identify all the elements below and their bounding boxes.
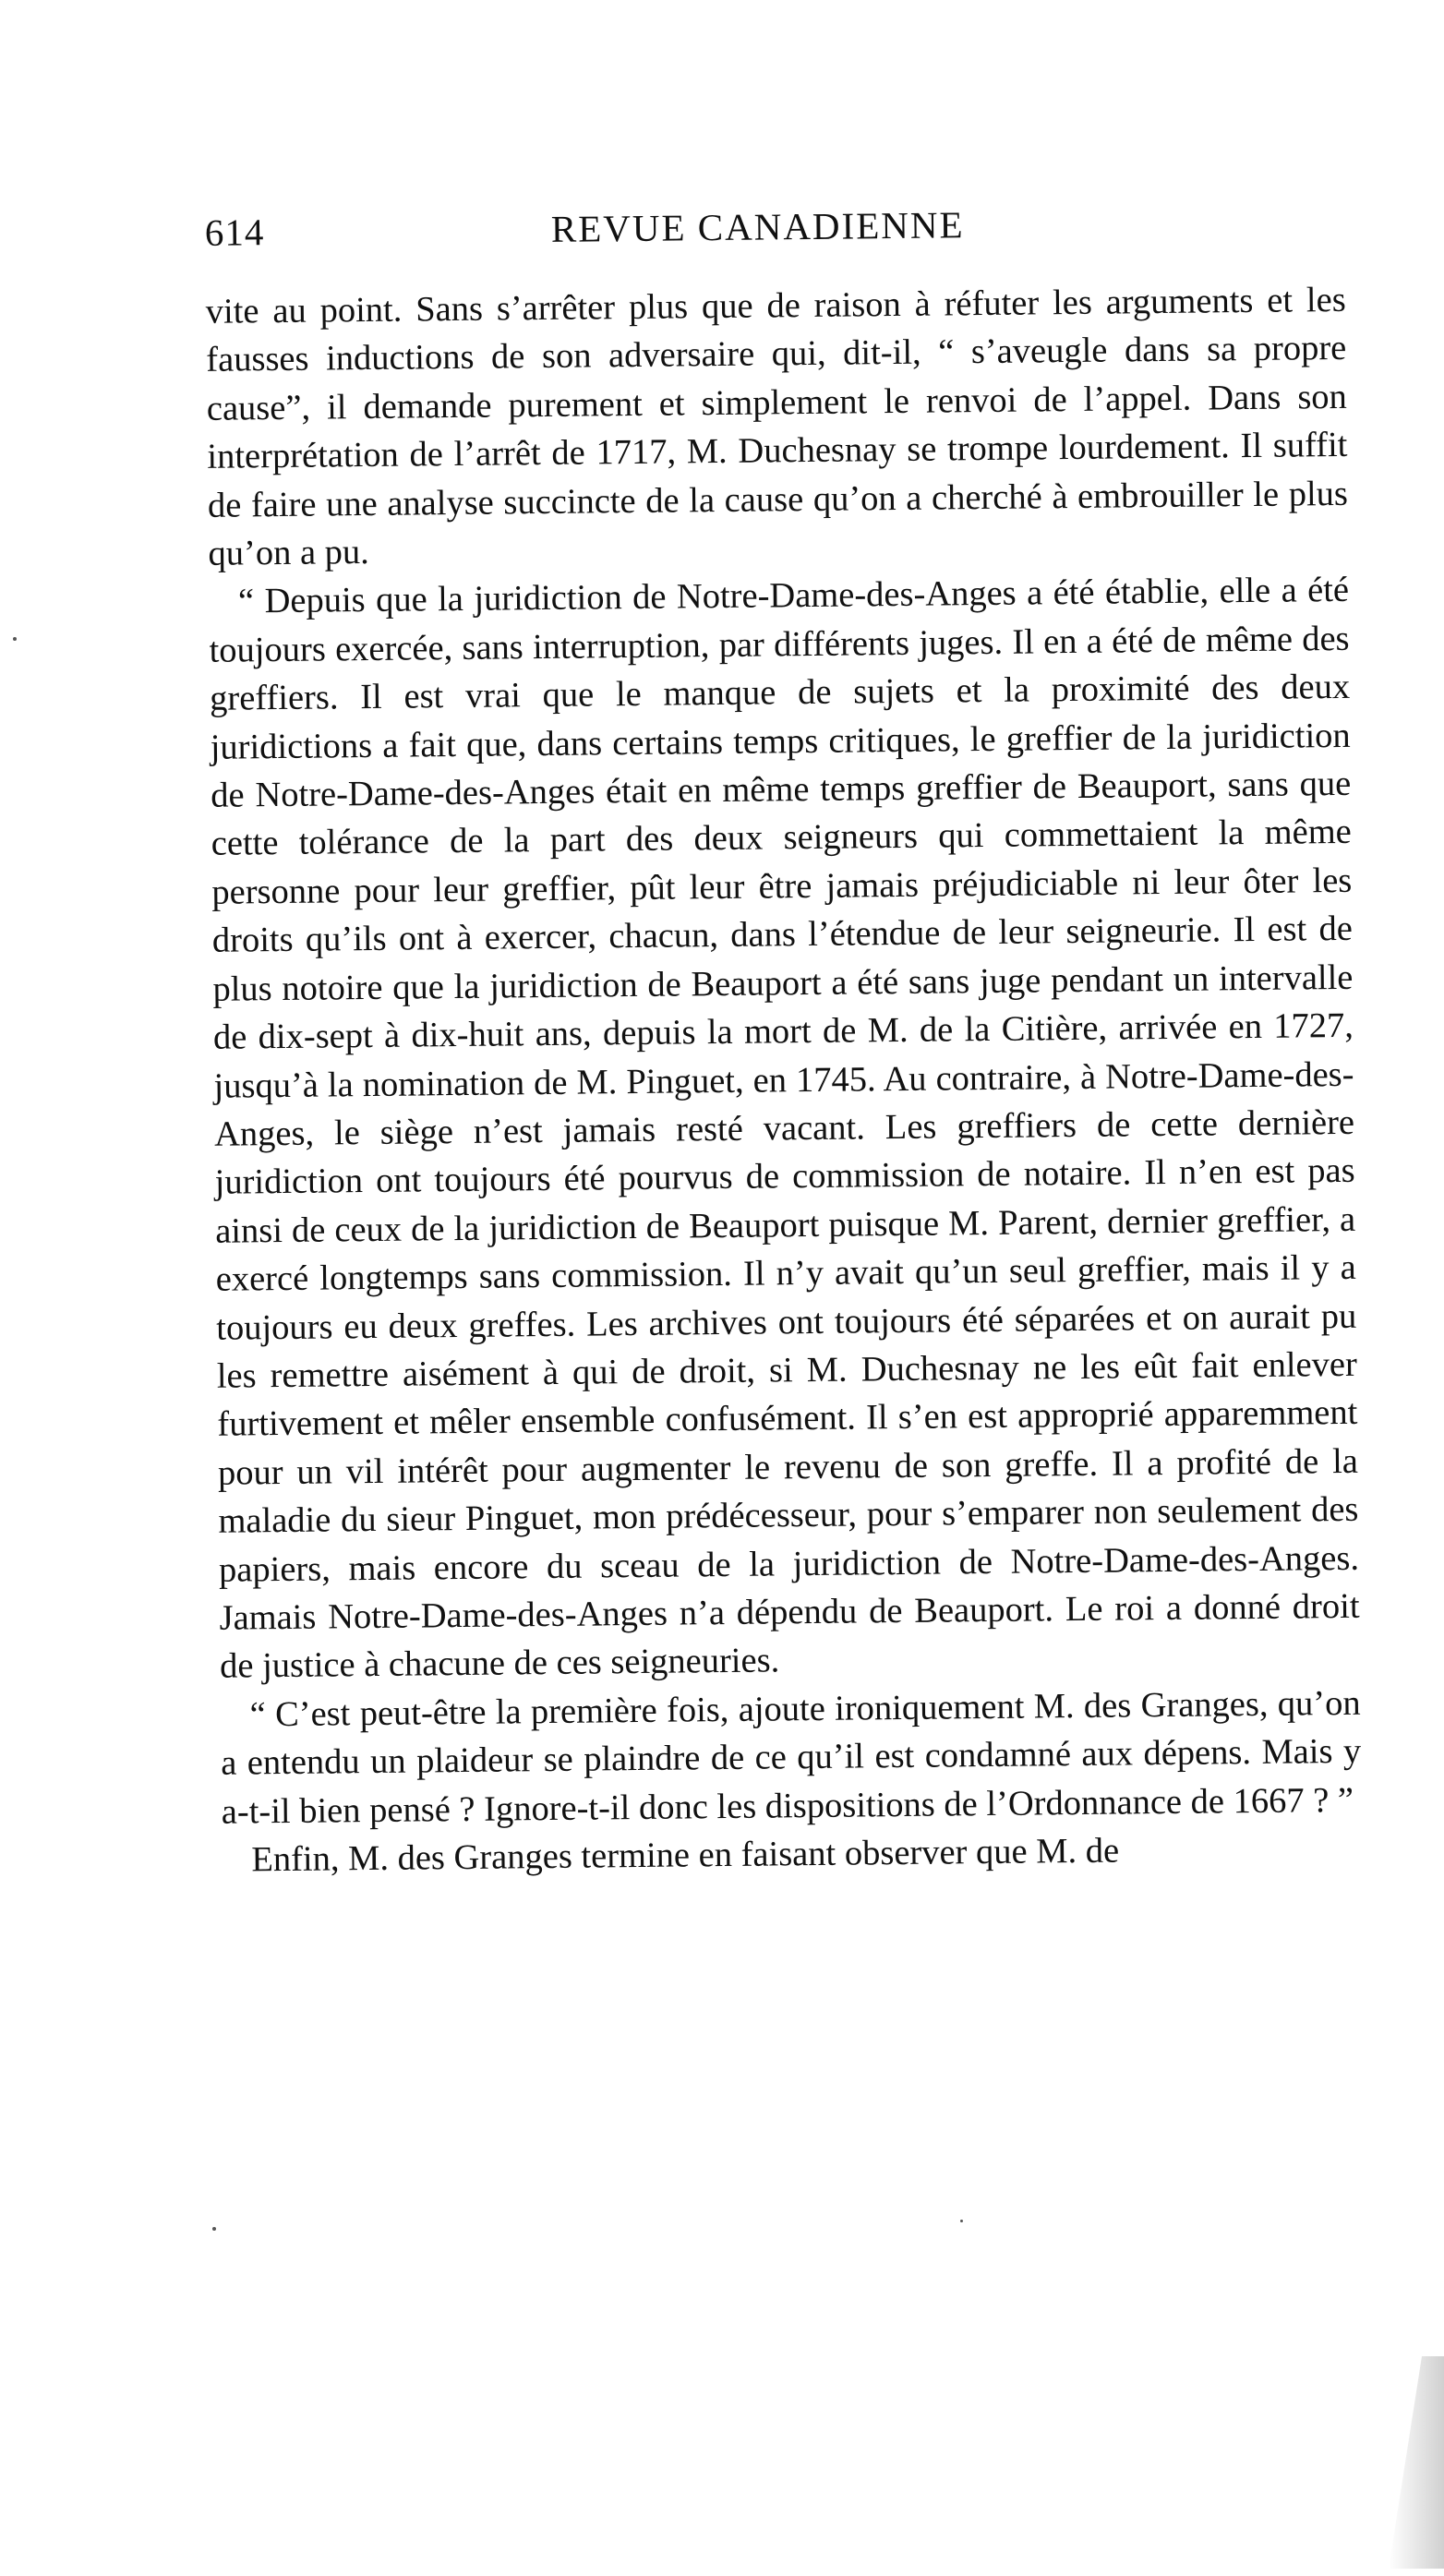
scan-speck <box>212 2227 216 2231</box>
running-header <box>205 199 1359 257</box>
paragraph-quotation: “ Depuis que la juridiction de Notre-Dame-des-Anges a été établie, elle a été toujours exercée, sans interruption, par différents juges. Il en a été de même des greffiers. Il est vrai que le manque de sujets et la proximité des deux juridictions a fait que, dans certains temps critiques, le greffier de la juridiction de Notre-Dame-des-Anges était en même temps greffier de Beauport, sans que cette tolérance de la part des deux seigneurs qui commettaient la même personne pour leur greffier, pût leur être jamais préjudiciable ni leur ôter les droits qu’ils ont à exercer, chacun, dans l’étendue de leur seigneurie. Il est de plus notoire que la juridiction de Beauport a été sans juge pendant un intervalle de dix-sept à dix-huit ans, depuis la mort de M. de la Citière, arrivée en 1727, jusqu’à la nomination de M. Pinguet, en 1745. Au contraire, à Notre-Dame-des-Anges, le siège n’est jamais resté vacant. Les greffiers de cette dernière juridiction ont toujours été pourvus de commission de notaire. Il n’en est pas ainsi de ceux de la juridiction de Beauport puisque M. Parent, dernier greffier, a exercé longtemps sans commission. Il n’y avait qu’un seul greffier, mais il y a toujours eu deux greffes. Les archives ont toujours été séparées et on aurait pu les remettre aisément à qui de droit, si M. Duchesnay ne les eût fait enlever furtivement et mêler ensemble confusément. Il s’en est approprié apparemment pour un vil intérêt pour augmenter le revenu de son greffe. Il a profité de la maladie du sieur Pinguet, mon prédécesseur, pour s’emparer non seulement des papiers, mais encore du sceau de la juridiction de Notre-Dame-des-Anges. Jamais Notre-Dame-des-Anges n’a dépendu de Beauport. Le roi a donné droit de justice à chacune de ces seigneuries. <box>209 571 1360 1687</box>
page-number: 614 <box>204 211 265 254</box>
body-text <box>205 276 1362 1884</box>
paragraph-conclusion: Enfin, M. des Granges termine en faisant observer que M. de <box>251 1831 1120 1880</box>
running-title: REVUE CANADIENNE <box>550 203 965 250</box>
scan-speck <box>960 2220 963 2222</box>
scan-speck <box>13 637 17 641</box>
paragraph-ironic-remark: “ C’est peut-être la première fois, ajoute ironiquement M. des Granges, qu’on a entendu un plaideur se plaindre de ce qu’il est condamné aux dépens. Mais y a-t-il bien pensé ? Ignore-t-il donc les dispositions de l’Ordonnance de 1667 ? ” <box>221 1683 1362 1832</box>
paragraph-continuation: vite au point. Sans s’arrêter plus que de raison à réfuter les arguments et les fausses inductions de son adversaire qui, dit-il, “ s’aveugle dans sa propre cause”, il demande purement et simplement le renvoi de l’appel. Dans son interprétation de l’arrêt de 1717, M. Duchesnay se trompe lourdement. Il suffit de faire une analyse succincte de la cause qu’on a cherché à embrouiller le plus qu’on a pu. <box>205 280 1349 573</box>
